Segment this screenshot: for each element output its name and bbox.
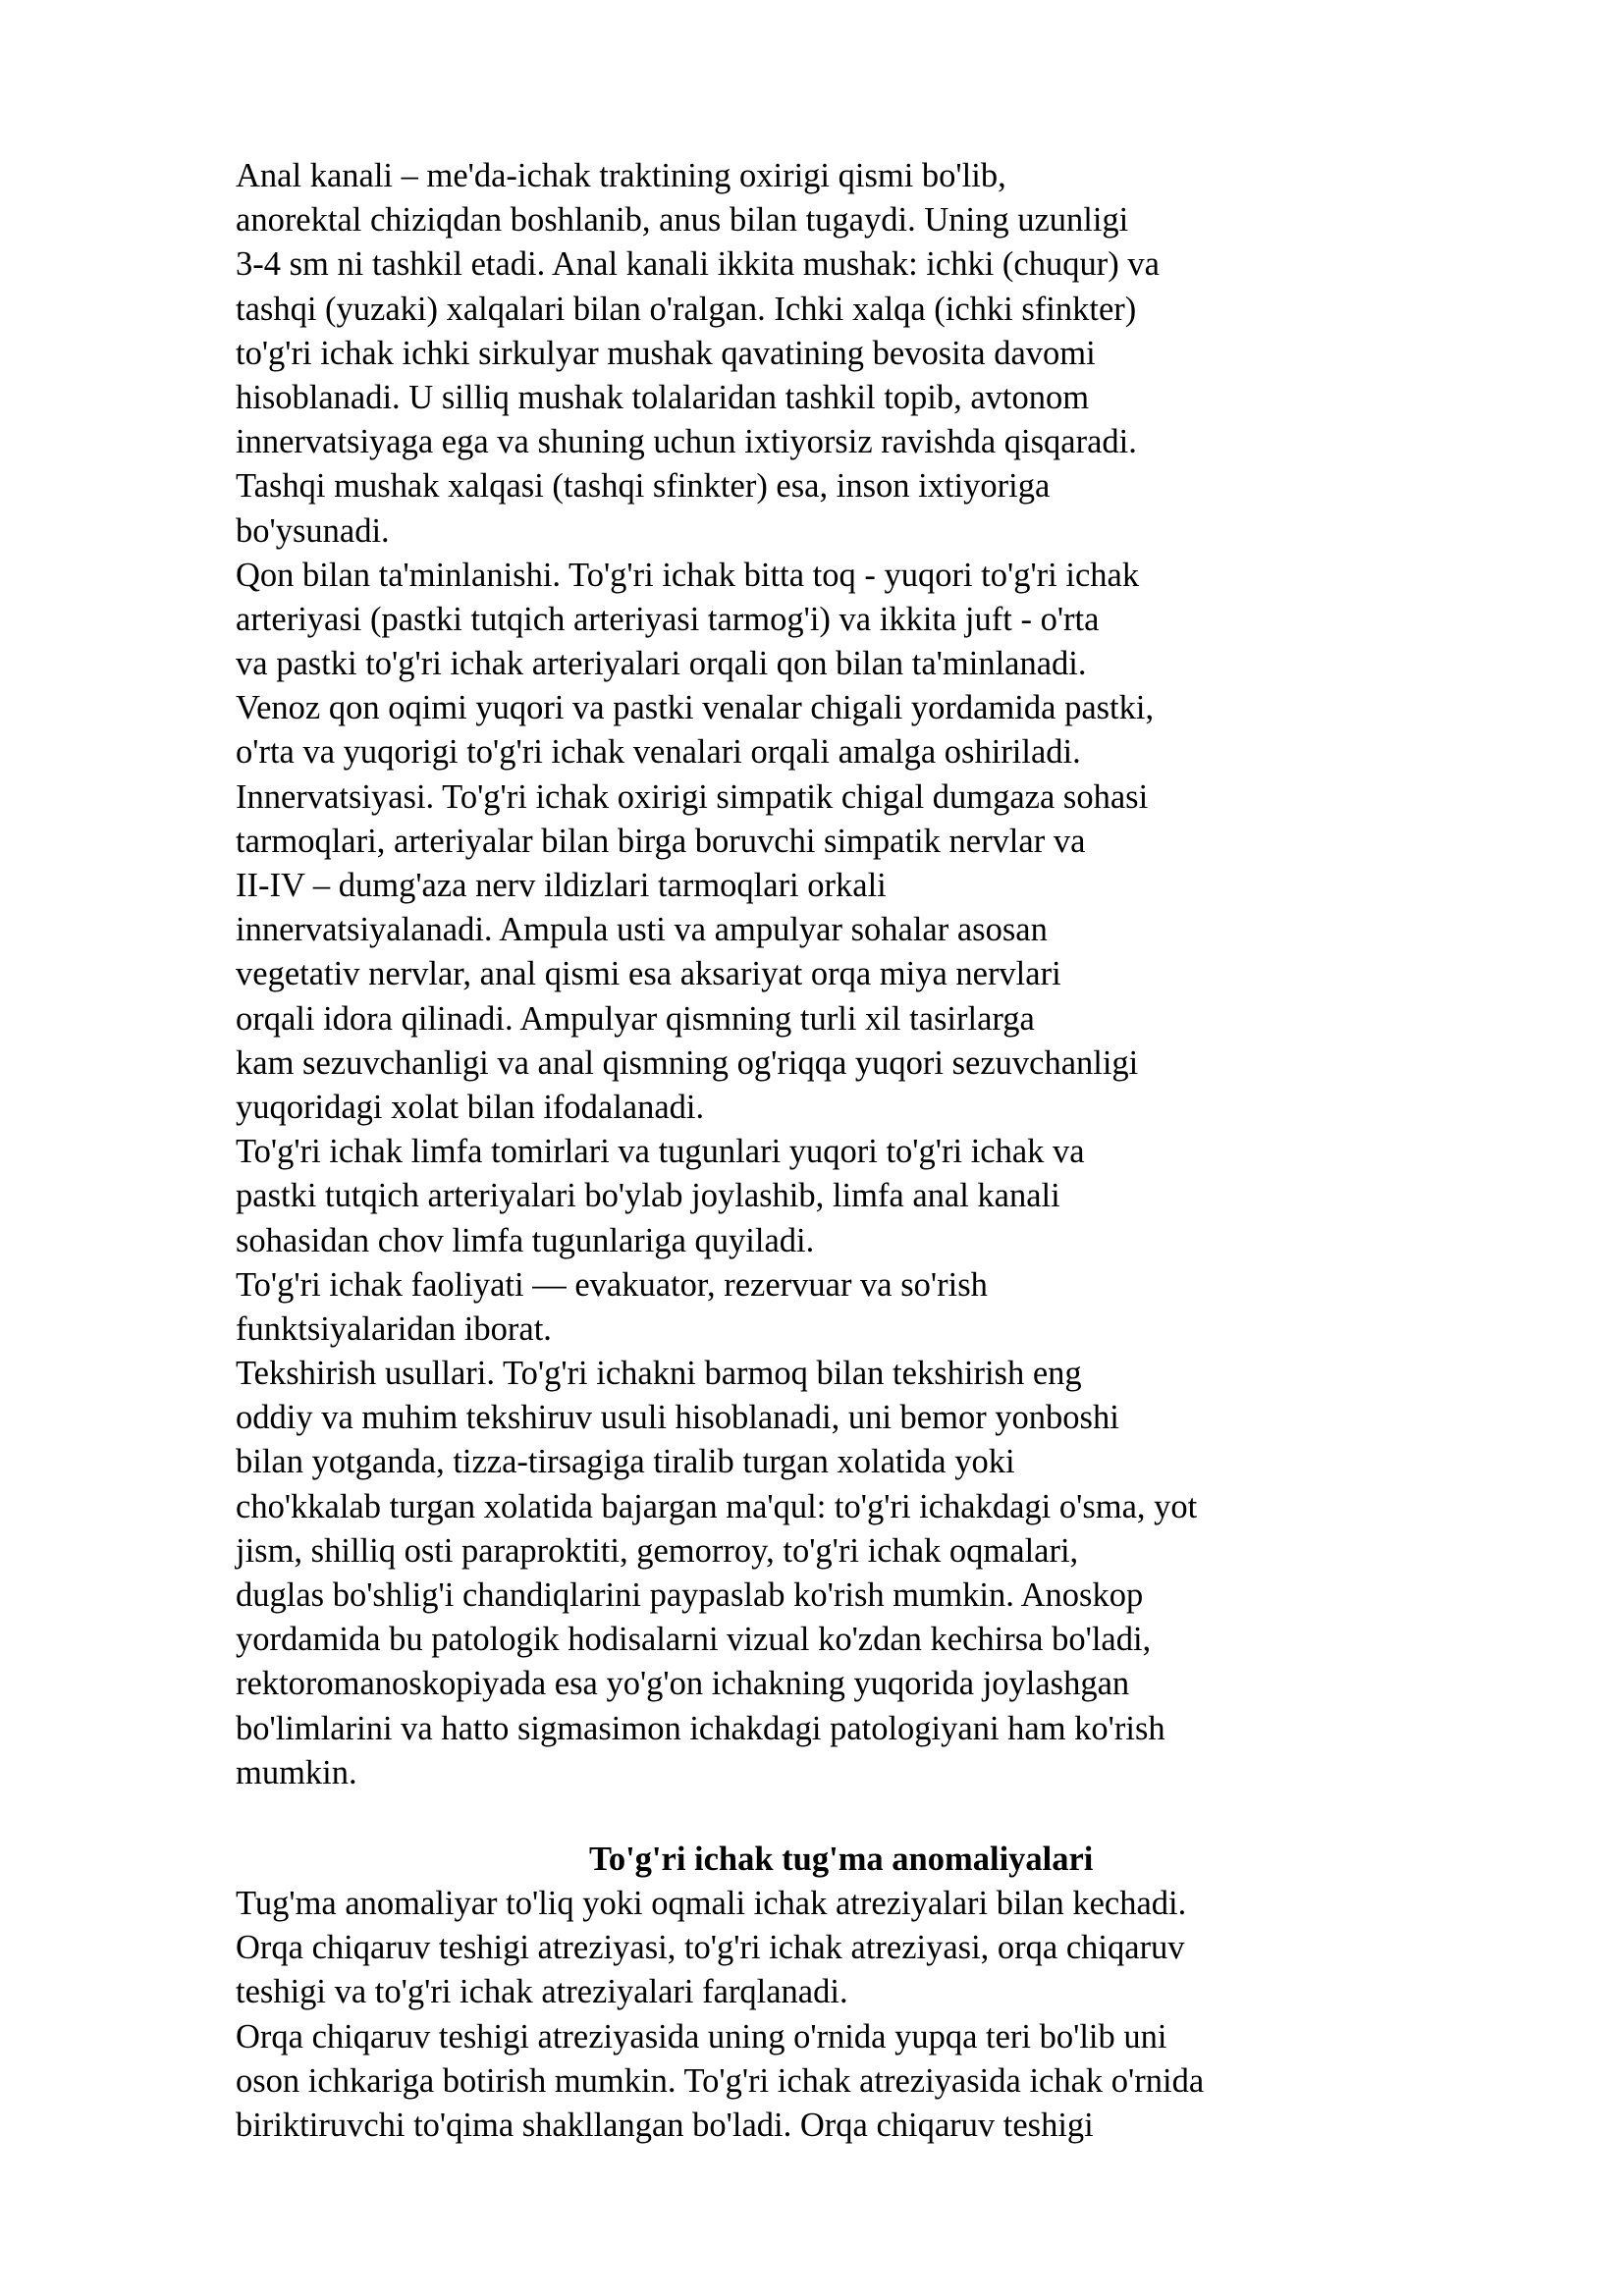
text-line: o'rta va yuqorigi to'g'ri ichak venalari orqali amalga oshiriladi.: [236, 733, 1081, 772]
text-line: arteriyasi (pastki tutqich arteriyasi tarmog'i) va ikkita juft - o'rta: [236, 600, 1100, 638]
text-line: innervatsiyalanadi. Ampula usti va ampulyar sohalar asosan: [236, 911, 1048, 949]
text-line: orqali idora qilinadi. Ampulyar qismning turli xil tasirlarga: [236, 999, 1035, 1038]
text-line: yordamida bu patologik hodisalarni vizual ko'zdan kechirsa bo'ladi,: [236, 1621, 1152, 1659]
text-line: anorektal chiziqdan boshlanib, anus bilan tugaydi. Uning uzunligi: [236, 201, 1129, 240]
text-line: cho'kkalab turgan xolatida bajargan ma'qul: to'g'ri ichakdagi o'sma, yot: [236, 1487, 1198, 1525]
text-line: kam sezuvchanligi va anal qismning og'riqqa yuqori sezuvchanligi: [236, 1043, 1139, 1082]
text-line: mumkin.: [236, 1753, 357, 1791]
text-line: sohasidan chov limfa tugunlariga quyiladi.: [236, 1221, 815, 1259]
body-text: [236, 154, 1394, 1795]
text-line: to'g'ri ichak ichki sirkulyar mushak qavatining bevosita davomi: [236, 334, 1096, 372]
text-line: bo'ysunadi.: [236, 511, 390, 550]
text-line: Innervatsiyasi. To'g'ri ichak oxirigi simpatik chigal dumgaza sohasi: [236, 777, 1149, 816]
text-line: duglas bo'shlig'i chandiqlarini paypaslab ko'rish mumkin. Anoskop: [236, 1576, 1144, 1614]
text-line: Tekshirish usullari. To'g'ri ichakni barmoq bilan tekshirish eng: [236, 1355, 1082, 1393]
text-line: To'g'ri ichak faoliyati — evakuator, rezervuar va so'rish: [236, 1265, 988, 1304]
text-line: funktsiyalaridan iborat.: [236, 1309, 552, 1348]
text-line: Qon bilan ta'minlanishi. To'g'ri ichak bitta toq - yuqori to'g'ri ichak: [236, 556, 1140, 594]
section-heading: To'g'ri ichak tug'ma anomaliyalari: [589, 1841, 1094, 1878]
text-line: bo'limlarini va hatto sigmasimon ichakdagi patologiyani ham ko'rish: [236, 1709, 1165, 1747]
text-line: oddiy va muhim tekshiruv usuli hisoblanadi, uni bemor yonboshi: [236, 1399, 1119, 1437]
text-line: Tug'ma anomaliyar to'liq yoki oqmali ichak atreziyalari bilan kechadi.: [236, 1885, 1187, 1922]
text-line: rektoromanoskopiyada esa yo'g'on ichakning yuqorida joylashgan: [236, 1665, 1130, 1703]
text-line: va pastki to'g'ri ichak arteriyalari orqali qon bilan ta'minlanadi.: [236, 645, 1087, 683]
text-line: Tashqi mushak xalqasi (tashqi sfinkter) esa, inson ixtiyoriga: [236, 467, 1051, 506]
text-line: Orqa chiqaruv teshigi atreziyasida uning o'rnida yupqa teri bo'lib uni: [236, 2017, 1167, 2056]
text-line: biriktiruvchi to'qima shakllangan bo'ladi. Orqa chiqaruv teshigi: [236, 2106, 1094, 2144]
text-line: 3-4 sm ni tashkil etadi. Anal kanali ikkita mushak: ichki (chuqur) va: [236, 245, 1160, 284]
text-line: pastki tutqich arteriyalari bo'ylab joylashib, limfa anal kanali: [236, 1177, 1060, 1215]
text-line: teshigi va to'g'ri ichak atreziyalari farqlanadi.: [236, 1973, 848, 2011]
text-line: bilan yotganda, tizza-tirsagiga tiralib turgan xolatida yoki: [236, 1443, 1015, 1481]
text-line: yuqoridagi xolat bilan ifodalanadi.: [236, 1088, 705, 1126]
text-line: tashqi (yuzaki) xalqalari bilan o'ralgan. Ichki xalqa (ichki sfinkter): [236, 290, 1137, 328]
text-line: jism, shilliq osti paraproktiti, gemorroy, to'g'ri ichak oqmalari,: [236, 1531, 1079, 1570]
text-line: To'g'ri ichak limfa tomirlari va tugunlari yuqori to'g'ri ichak va: [236, 1133, 1085, 1171]
text-line: Orqa chiqaruv teshigi atreziyasi, to'g'ri ichak atreziyasi, orqa chiqaruv: [236, 1929, 1185, 1967]
section-body-text: [236, 1882, 1394, 2148]
text-line: II-IV – dumg'aza nerv ildizlari tarmoqlari orkali: [236, 867, 887, 904]
text-line: Venoz qon oqimi yuqori va pastki venalar chigali yordamida pastki,: [236, 689, 1155, 727]
text-line: tarmoqlari, arteriyalar bilan birga boruvchi simpatik nervlar va: [236, 822, 1086, 860]
text-line: innervatsiyaga ega va shuning uchun ixtiyorsiz ravishda qisqaradi.: [236, 423, 1137, 461]
text-line: hisoblanadi. U silliq mushak tolalaridan tashkil topib, avtonom: [236, 378, 1090, 416]
text-line: Anal kanali – me'da-ichak traktining oxirigi qismi bo'lib,: [236, 157, 1006, 194]
text-line: vegetativ nervlar, anal qismi esa aksariyat orqa miya nervlari: [236, 955, 1061, 993]
text-line: oson ichkariga botirish mumkin. To'g'ri ichak atreziyasida ichak o'rnida: [236, 2061, 1205, 2100]
